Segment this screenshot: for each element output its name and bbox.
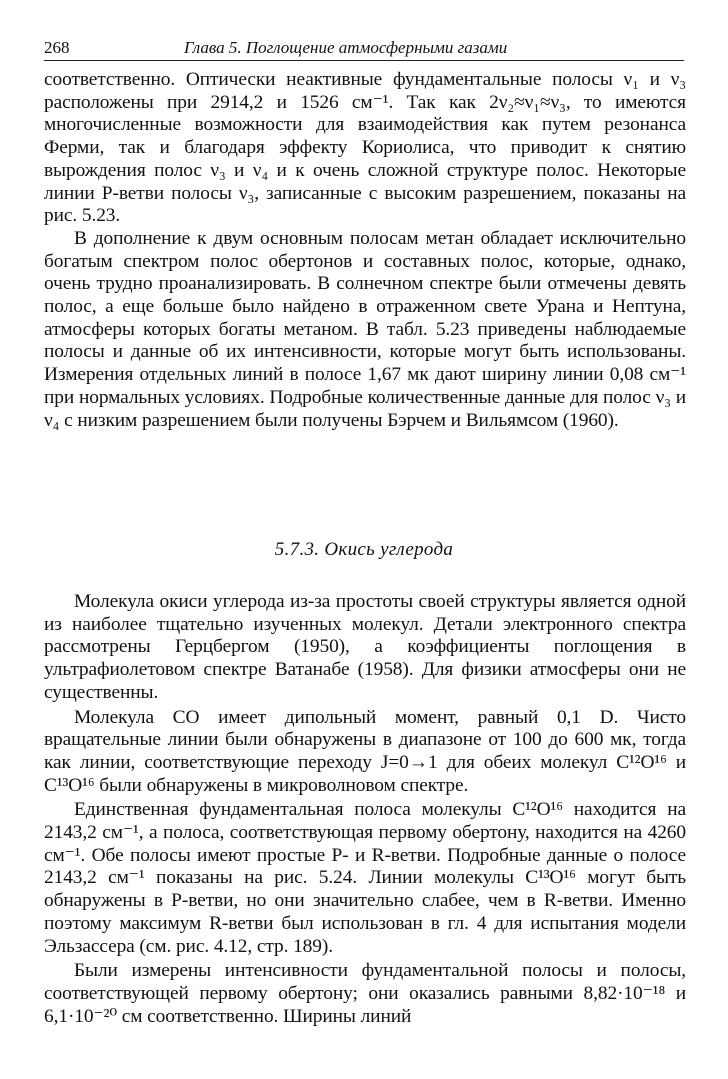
paragraph: соответственно. Оптически неактивные фундаментальные полосы ν₁ и ν₃ расположены при 2914,2 и 1526 см⁻¹. Так как 2ν₂≈ν₁≈ν₃, то имеются многочисленные возможности для взаимодействия как путем резонанса Ферми, так и благодаря эффекту Кориолиса, что приводит к снятию вырождения полос ν₃ и ν₄ и к очень сложной структуре полос. Некоторые линии P-ветви полосы ν₃, записанные с высоким разрешением, показаны на рис. 5.23.: [44, 69, 686, 227]
text-block-methane: [44, 69, 686, 432]
section-title: 5.7.3. Окись углерода: [274, 539, 454, 560]
paragraph: Молекула окиси углерода из-за простоты своей структуры является одной из наиболее тщательно изученных молекул. Детали электронного спектра рассмотрены Герцбергом (1950), а коэффициенты поглощения в ультрафиолетовом спектре Ватанабе (1958). Для физики атмосферы они не существенны.: [44, 591, 686, 703]
paragraph: Были измерены интенсивности фундаментальной полосы и полосы, соответствующей первому обертону; они оказались равными 8,82·10⁻¹⁸ и 6,1·10⁻²⁰ см соответственно. Ширины линий: [44, 960, 686, 1027]
page-header: [44, 36, 684, 61]
text-block-carbon-monoxide: [44, 591, 686, 1028]
paragraph: Молекула СО имеет дипольный момент, равный 0,1 D. Чисто вращательные линии были обнаружены в диапазоне от 100 до 600 мк, тогда как линии, соответствующие переходу J=0→1 для обеих молекул C¹²O¹⁶ и C¹³O¹⁶ были обнаружены в микроволновом спектре.: [44, 706, 686, 796]
paragraph: Единственная фундаментальная полоса молекулы C¹²O¹⁶ находится на 2143,2 см⁻¹, а полоса, соответствующая первому обертону, находится на 4260 см⁻¹. Обе полосы имеют простые P- и R-ветви. Подробные данные о полосе 2143,2 см⁻¹ показаны на рис. 5.24. Линии молекулы C¹³O¹⁶ могут быть обнаружены в P-ветви, но они значительно слабее, чем в R-ветви. Именно поэтому максимум R-ветви был использован в гл. 4 для испытания модели Эльзассера (см. рис. 4.12, стр. 189).: [44, 799, 686, 957]
page-number: 268: [44, 38, 70, 57]
paragraph: В дополнение к двум основным полосам метан обладает исключительно богатым спектром полос обертонов и составных полос, которые, однако, очень трудно проанализировать. В солнечном спектре были отмечены девять полос, а еще больше было найдено в отраженном свете Урана и Нептуна, атмосферы которых богаты метаном. В табл. 5.23 приведены наблюдаемые полосы и данные об их интенсивности, которые могут быть использованы. Измерения отдельных линий в полосе 1,67 мк дают ширину линии 0,08 см⁻¹ при нормальных условиях. Подробные количественные данные для полос ν₃ и ν₄ с низким разрешением были получены Бэрчем и Вильямсом (1960).: [44, 227, 686, 431]
running-head: Глава 5. Поглощение атмосферными газами: [184, 38, 508, 57]
